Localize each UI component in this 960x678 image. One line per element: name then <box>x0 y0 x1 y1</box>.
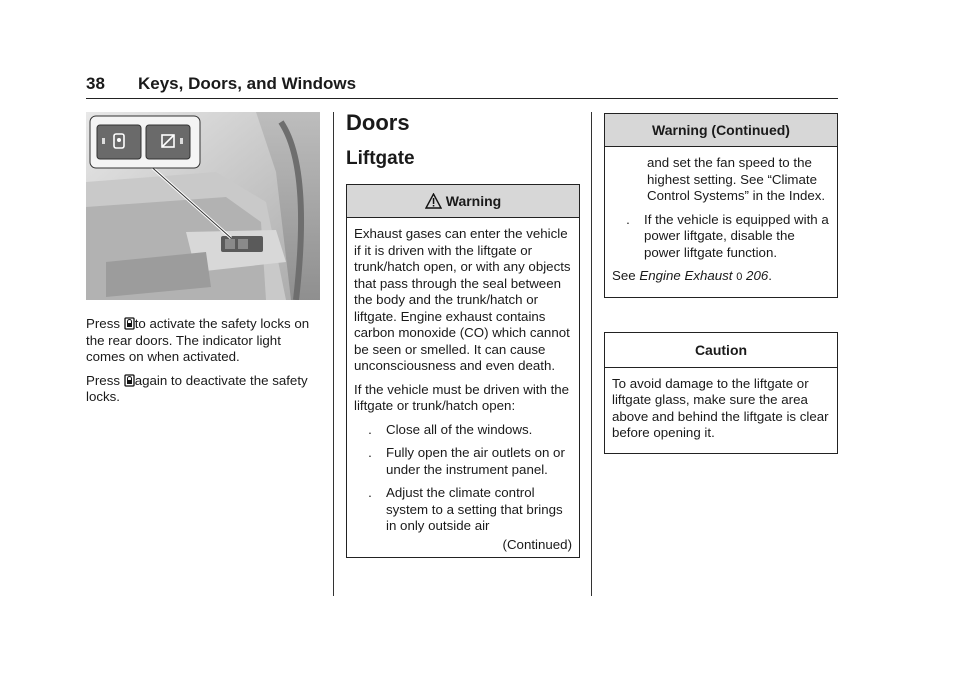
column-divider-left <box>333 112 334 596</box>
bullet-text: Adjust the climate control system to a setting that brings in only outside air <box>386 485 563 533</box>
bullet-text: If the vehicle is equipped with a power liftgate, disable the power liftgate function. <box>644 211 829 260</box>
warning-body <box>347 218 579 557</box>
deactivate-prefix: Press <box>86 372 124 388</box>
subsection-heading-liftgate: Liftgate <box>346 148 415 169</box>
see-end: . <box>768 268 772 283</box>
deactivate-instruction <box>86 373 320 406</box>
chapter-title: Keys, Doors, and Windows <box>138 74 357 93</box>
bullet-marker: . <box>368 445 372 460</box>
warning-bullet <box>354 422 572 439</box>
bullet-marker: . <box>626 211 630 227</box>
door-panel-illustration <box>86 112 320 300</box>
warning-triangle-icon <box>425 193 442 209</box>
left-column <box>86 112 320 413</box>
activate-prefix: Press <box>86 316 124 331</box>
see-reference <box>612 268 830 286</box>
safety-lock-photo <box>86 112 320 300</box>
caution-box <box>604 332 838 454</box>
warning-bullet <box>354 485 572 535</box>
safety-lock-icon <box>124 374 135 387</box>
section-heading-doors: Doors <box>346 110 410 135</box>
warning-bullet <box>612 212 830 262</box>
warning-title: Warning <box>445 193 502 209</box>
warning-continued-box <box>604 113 838 298</box>
bullet-text: Fully open the air outlets on or under the instrument panel. <box>386 445 565 477</box>
page-number: 38 <box>86 74 105 93</box>
page-ref-arrow-icon: 0 <box>736 271 743 283</box>
page-header <box>86 72 838 99</box>
warning-continued-body <box>605 147 837 297</box>
column-divider-right <box>591 112 592 596</box>
continued-text: and set the fan speed to the highest setting. See “Climate Control Systems” in the Index. <box>647 155 826 203</box>
warning-paragraph-2: If the vehicle must be driven with the liftgate or trunk/hatch open: <box>354 381 570 413</box>
bullet-text: Close all of the windows. <box>386 421 533 437</box>
right-column <box>604 113 838 454</box>
see-prefix: See <box>612 268 640 283</box>
warning-paragraph-1: Exhaust gases can enter the vehicle if it is driven with the liftgate or trunk/hatch open, or with any objects that pass through the seal between the body and the trunk/hatch or liftgate. Engine exhaust contains carbon monoxide (CO) which cannot be seen or smelled. It can cause unconsciousness and even death. <box>354 226 571 373</box>
middle-column <box>346 110 580 558</box>
caution-text: To avoid damage to the liftgate or liftgate glass, make sure the area above and behind the liftgate is clear before opening it. <box>612 375 829 440</box>
activate-instruction <box>86 316 320 366</box>
see-ref-title[interactable]: Engine Exhaust <box>639 268 733 283</box>
activate-text: to activate the safety locks on the rear doors. The indicator light comes on when activated. <box>86 316 310 364</box>
caution-body <box>605 368 837 453</box>
safety-lock-icon <box>124 317 135 330</box>
bullet-marker: . <box>368 485 372 500</box>
continued-label: (Continued) <box>502 536 572 552</box>
warning-box <box>346 184 580 558</box>
bullet-marker: . <box>368 421 372 437</box>
warning-continued-header: Warning (Continued) <box>605 114 837 147</box>
warning-bullet <box>354 445 572 478</box>
warning-header <box>347 185 579 218</box>
caution-header: Caution <box>605 333 837 368</box>
deactivate-text: again to deactivate the safety locks. <box>86 372 308 404</box>
see-ref-page[interactable]: 206 <box>746 268 769 283</box>
